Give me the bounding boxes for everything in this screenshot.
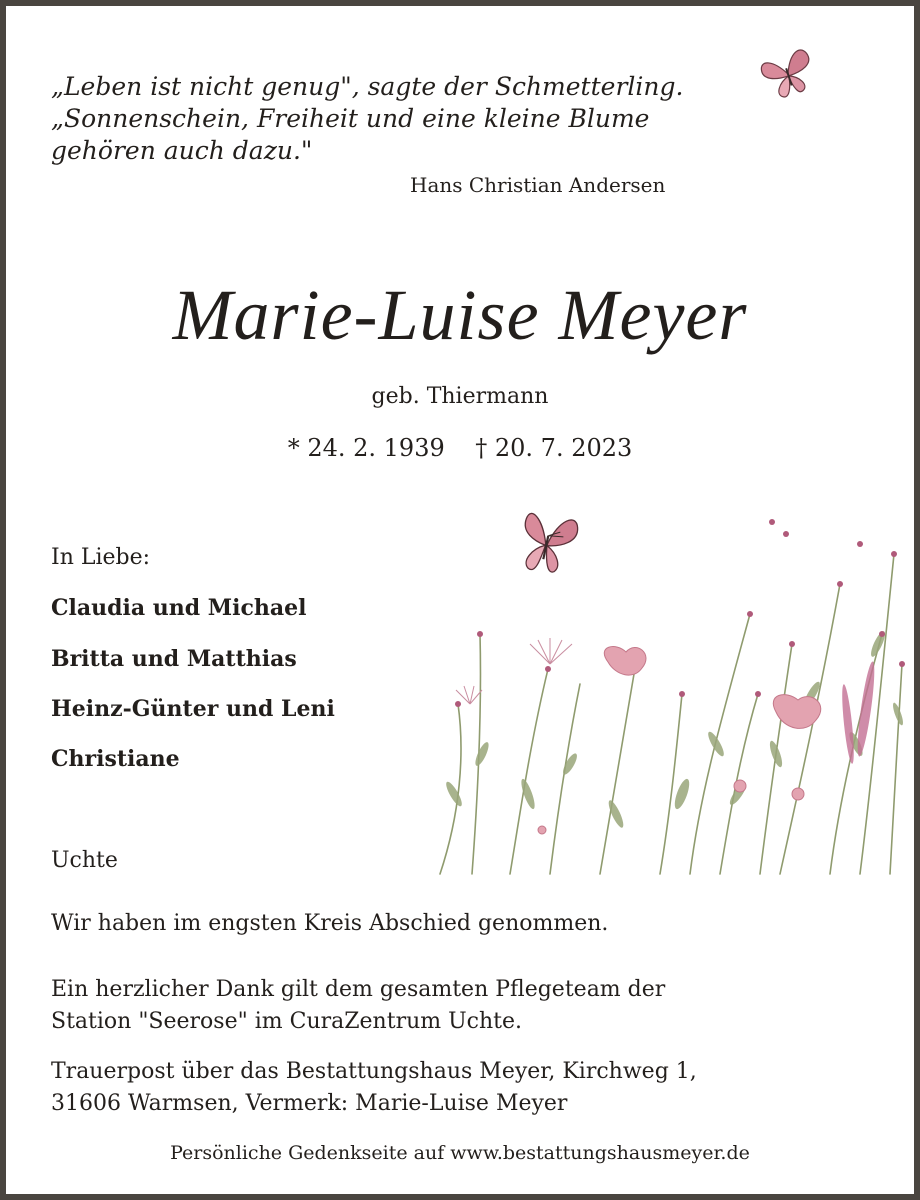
quote-line: „Sonnenschein, Freiheit und eine kleine Blume xyxy=(51,104,650,133)
thanks-line: Ein herzlicher Dank gilt dem gesamten Pflegeteam der xyxy=(51,977,666,1002)
quote xyxy=(51,71,751,167)
mail-text xyxy=(51,1056,871,1120)
deceased-name: Marie-Luise Meyer xyxy=(172,275,748,355)
mourner-name: Heinz-Günter und Leni xyxy=(51,696,335,722)
quote-line: gehören auch dazu." xyxy=(51,136,313,165)
farewell-text: Wir haben im engsten Kreis Abschied genommen. xyxy=(51,911,609,936)
mourners-intro: In Liebe: xyxy=(51,545,151,570)
mail-line: Trauerpost über das Bestattungshaus Meyer, Kirchweg 1, xyxy=(51,1059,697,1084)
memorial-page-link[interactable]: Persönliche Gedenkseite auf www.bestattungshausmeyer.de xyxy=(170,1142,750,1164)
place: Uchte xyxy=(51,848,118,873)
thanks-line: Station "Seerose" im CuraZentrum Uchte. xyxy=(51,1009,522,1034)
obituary-card xyxy=(6,6,914,1194)
maiden-name: geb. Thiermann xyxy=(371,384,549,409)
quote-author: Hans Christian Andersen xyxy=(410,173,666,197)
mourner-name: Britta und Matthias xyxy=(51,646,297,672)
mourner-name: Claudia und Michael xyxy=(51,595,307,621)
wildflower-illustration xyxy=(420,494,914,874)
thanks-text xyxy=(51,974,871,1038)
mourner-name: Christiane xyxy=(51,746,180,772)
butterfly-icon xyxy=(758,42,818,106)
mail-line: 31606 Warmsen, Vermerk: Marie-Luise Meyer xyxy=(51,1091,568,1116)
quote-line: „Leben ist nicht genug", sagte der Schmetterling. xyxy=(51,72,684,101)
life-dates: * 24. 2. 1939 † 20. 7. 2023 xyxy=(287,434,633,462)
